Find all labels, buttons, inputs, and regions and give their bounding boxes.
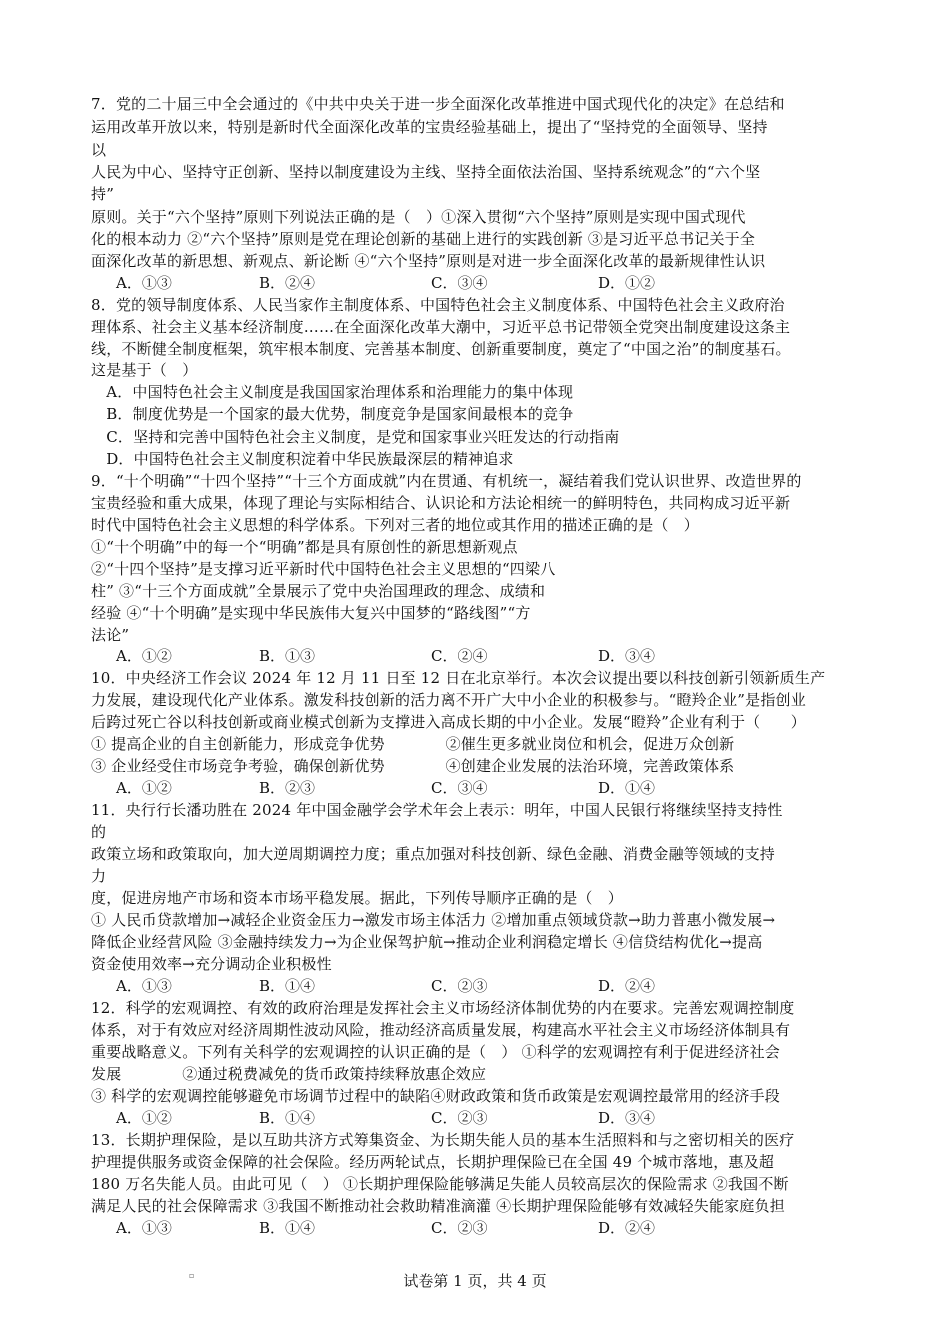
option-c[interactable]: C．②③ — [431, 1219, 488, 1237]
question-9-line: 柱” ③“十三个方面成就”全景展示了党中央治国理政的理念、成绩和 — [91, 582, 546, 600]
question-7-line: 运用改革开放以来，特别是新时代全面深化改革的宝贵经验基础上，提出了“坚持党的全面领导、坚持 — [91, 118, 768, 136]
option-a[interactable]: A．①③ — [116, 977, 172, 995]
option-b[interactable]: B．②③ — [259, 779, 316, 797]
question-7-line: 人民为中心、坚持守正创新、坚持以制度建设为主线、坚持全面依法治国、坚持系统观念”的“六个坚 — [91, 163, 761, 181]
question-9-line: 宝贵经验和重大成果，体现了理论与实际相结合、认识论和方法论相统一的鲜明特色，共同构成习近平新 — [91, 494, 791, 512]
question-10-line: ③ 企业经受住市场竞争考验，确保创新优势 ④创建企业发展的法治环境，完善政策体系 — [91, 757, 735, 775]
option-b[interactable]: B．①③ — [259, 647, 316, 665]
option-a[interactable]: A．①③ — [116, 274, 172, 292]
option-b[interactable]: B．②④ — [259, 274, 316, 292]
option-d[interactable]: D．③④ — [598, 647, 656, 665]
option-b[interactable]: B．①④ — [259, 1219, 316, 1237]
option-c[interactable]: C．坚持和完善中国特色社会主义制度，是党和国家事业兴旺发达的行动指南 — [91, 428, 620, 446]
option-b[interactable]: B．①④ — [259, 1109, 316, 1127]
question-12-line: 重要战略意义。下列有关科学的宏观调控的认识正确的是（ ） ①科学的宏观调控有利于促进经济社会 — [91, 1043, 780, 1061]
question-13-line: 180 万名失能人员。由此可见（ ） ①长期护理保险能够满足失能人员较高层次的保险需求 ②我国不断 — [91, 1175, 789, 1193]
question-11-line: 度，促进房地产市场和资本市场平稳发展。据此，下列传导顺序正确的是（ ） — [91, 889, 624, 907]
question-13-line: 满足人民的社会保障需求 ③我国不断推动社会救助精准滴灌 ④长期护理保险能够有效减轻失能家庭负担 — [91, 1197, 785, 1215]
question-9-line: 9．“十个明确”“十四个坚持”“十三个方面成就”内在贯通、有机统一，凝结着我们党认识世界、改造世界的 — [91, 472, 802, 490]
small-square-mark: ▫ — [189, 1271, 195, 1280]
page-footer: 试卷第 1 页，共 4 页 — [403, 1272, 547, 1290]
option-a[interactable]: A．①② — [116, 779, 172, 797]
question-8-line: 这是基于（ ） — [91, 361, 198, 379]
question-7-line: 7．党的二十届三中全会通过的《中共中央关于进一步全面深化改革推进中国式现代化的决定》在总结和 — [91, 95, 785, 113]
question-11-line: 政策立场和政策取向，加大逆周期调控力度；重点加强对科技创新、绿色金融、消费金融等领域的支持 — [91, 845, 776, 863]
option-d[interactable]: D．①② — [598, 274, 656, 292]
question-11-line: 的 — [91, 823, 107, 841]
question-11-line: 力 — [91, 867, 107, 885]
question-9-line: ①“十个明确”中的每一个“明确”都是具有原创性的新思想新观点 — [91, 538, 518, 556]
question-12-line: 12．科学的宏观调控、有效的政府治理是发挥社会主义市场经济体制优势的内在要求。完善宏观调控制度 — [91, 999, 795, 1017]
question-12-line: 发展 ②通过税费减免的货币政策持续释放惠企效应 — [91, 1065, 487, 1083]
question-9-line: ②“十四个坚持”是支撑习近平新时代中国特色社会主义思想的“四梁八 — [91, 560, 556, 578]
question-9-line: 时代中国特色社会主义思想的科学体系。下列对三者的地位或其作用的描述正确的是（ ） — [91, 516, 700, 534]
question-11-line: 降低企业经营风险 ③金融持续发力→为企业保驾护航→推动企业利润稳定增长 ④信贷结构优化→提高 — [91, 933, 763, 951]
option-c[interactable]: C．③④ — [431, 274, 488, 292]
question-7-line: 持” — [91, 185, 115, 203]
question-11-line: ① 人民币贷款增加→减轻企业资金压力→激发市场主体活力 ②增加重点领域贷款→助力普惠小微发展→ — [91, 911, 776, 929]
option-c[interactable]: C．③④ — [431, 779, 488, 797]
question-7-line: 以 — [91, 141, 107, 159]
option-d[interactable]: D．②④ — [598, 1219, 656, 1237]
option-c[interactable]: C．②③ — [431, 1109, 488, 1127]
option-a[interactable]: A．①② — [116, 647, 172, 665]
option-a[interactable]: A．①③ — [116, 1219, 172, 1237]
question-8-line: 线，不断健全制度框架，筑牢根本制度、完善基本制度、创新重要制度，奠定了“中国之治”的制度基石。 — [91, 340, 791, 358]
option-a[interactable]: A．①② — [116, 1109, 172, 1127]
question-13-line: 护理提供服务或资金保障的社会保险。经历两轮试点，长期护理保险已在全国 49 个城市落地，惠及超 — [91, 1153, 775, 1171]
question-13-line: 13．长期护理保险，是以互助共济方式筹集资金、为长期失能人员的基本生活照料和与之密切相关的医疗 — [91, 1131, 795, 1149]
question-11-line: 11．央行行长潘功胜在 2024 年中国金融学会学术年会上表示：明年，中国人民银行将继续坚持支持性 — [91, 801, 783, 819]
question-8-line: 8．党的领导制度体系、人民当家作主制度体系、中国特色社会主义制度体系、中国特色社会主义政府治 — [91, 296, 785, 314]
question-11-line: 资金使用效率→充分调动企业积极性 — [91, 955, 332, 973]
option-c[interactable]: C．②③ — [431, 977, 488, 995]
question-10-line: 后跨过死亡谷以科技创新或商业模式创新为支撑进入高成长期的中小企业。发展“瞪羚”企业有利于（ ） — [91, 713, 806, 731]
option-d[interactable]: D．③④ — [598, 1109, 656, 1127]
option-d[interactable]: D．②④ — [598, 977, 656, 995]
question-9-line: 法论” — [91, 626, 130, 644]
question-8-line: 理体系、社会主义基本经济制度……在全面深化改革大潮中，习近平总书记带领全党突出制度建设这条主 — [91, 318, 791, 336]
option-b[interactable]: B．制度优势是一个国家的最大优势，制度竞争是国家间最根本的竞争 — [91, 405, 574, 423]
option-c[interactable]: C．②④ — [431, 647, 488, 665]
question-7-line: 化的根本动力 ②“六个坚持”原则是党在理论创新的基础上进行的实践创新 ③是习近平总书记关于全 — [91, 230, 756, 248]
question-12-line: ③ 科学的宏观调控能够避免市场调节过程中的缺陷④财政政策和货币政策是宏观调控最常用的经济手段 — [91, 1087, 780, 1105]
question-10-line: 力发展，建设现代化产业体系。激发科技创新的活力离不开广大中小企业的积极参与。“瞪羚企业”是指创业 — [91, 691, 806, 709]
option-d[interactable]: D．①④ — [598, 779, 656, 797]
option-b[interactable]: B．①④ — [259, 977, 316, 995]
question-7-line: 面深化改革的新思想、新观点、新论断 ④“六个坚持”原则是对进一步全面深化改革的最新规律性认识 — [91, 252, 766, 270]
question-10-line: ① 提高企业的自主创新能力，形成竞争优势 ②催生更多就业岗位和机会，促进万众创新 — [91, 735, 735, 753]
option-a[interactable]: A．中国特色社会主义制度是我国国家治理体系和治理能力的集中体现 — [91, 383, 574, 401]
question-7-line: 原则。关于“六个坚持”原则下列说法正确的是（ ）①深入贯彻“六个坚持”原则是实现中国式现代 — [91, 208, 746, 226]
option-d[interactable]: D．中国特色社会主义制度积淀着中华民族最深层的精神追求 — [91, 450, 514, 468]
question-10-line: 10．中央经济工作会议 2024 年 12 月 11 日至 12 日在北京举行。本次会议提出要以科技创新引领新质生产 — [91, 669, 826, 687]
question-12-line: 体系，对于有效应对经济周期性波动风险，推动经济高质量发展，构建高水平社会主义市场经济体制具有 — [91, 1021, 791, 1039]
question-9-line: 经验 ④“十个明确”是实现中华民族伟大复兴中国梦的“路线图”“方 — [91, 604, 531, 622]
